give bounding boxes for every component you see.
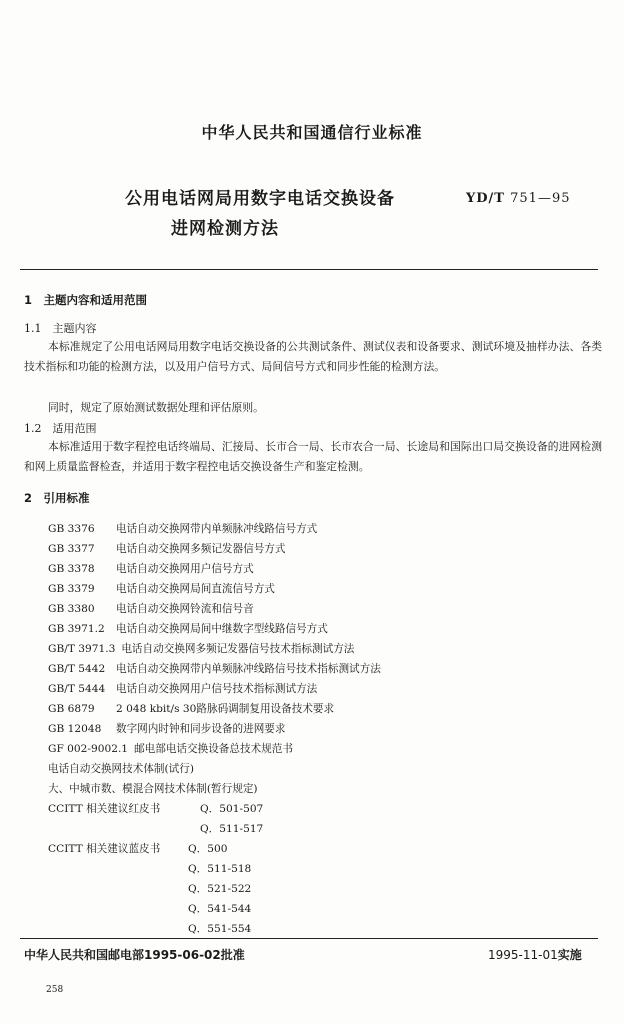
reference-title: 电话自动交换网局间中继数字型线路信号方式: [116, 623, 328, 635]
document-title-line1: 公用电话网局用数字电话交换设备: [125, 189, 395, 209]
standard-code-prefix: YD/T: [466, 191, 505, 206]
section-1-1-paragraph-1: 本标准规定了公用电话网局用数字电话交换设备的公共测试条件、测试仪表和设备要求、测试环境及抽样办法、各类技术指标和功能的检测方法，以及用户信号方式、局间信号方式和同步性能的检测方法。: [24, 340, 602, 373]
section-2-heading: 2 引用标准: [24, 491, 90, 505]
reference-title: 数字网内时钟和同步设备的进网要求: [116, 723, 286, 735]
reference-item: [48, 641, 354, 656]
reference-title: 邮电部电话交换设备总技术规范书: [134, 743, 293, 755]
reference-misc-1: 电话自动交换网技术体制(试行): [48, 763, 194, 775]
section-1-2-paragraph-1: 本标准适用于数字程控电话终端局、汇接局、长市合一局、长市农合一局、长途局和国际出口局交换设备的进网检测和网上质量监督检查，并适用于数字程控电话交换设备生产和鉴定检测。: [24, 440, 602, 473]
ccitt-blue-book-label: CCITT 相关建议蓝皮书: [48, 843, 161, 855]
standard-code-number: 751—95: [510, 191, 571, 206]
reference-title: 电话自动交换网用户信号方式: [116, 563, 254, 575]
reference-item: [48, 521, 317, 536]
reference-title: 电话自动交换网铃流和信号音: [116, 603, 254, 615]
reference-item: [48, 701, 334, 716]
document-title-line2: 进网检测方法: [171, 219, 279, 239]
reference-code: GB 3380: [48, 603, 95, 615]
implementation-statement: [488, 946, 582, 963]
reference-code: GB 3377: [48, 543, 95, 555]
reference-item: [48, 741, 293, 756]
implementation-label: 实施: [557, 948, 582, 962]
ccitt-blue-book-item: Q．521-522: [188, 883, 252, 895]
ccitt-blue-book-item: Q．541-544: [188, 903, 252, 915]
ccitt-blue-book-item: Q．500: [188, 843, 228, 855]
ccitt-red-book-label: CCITT 相关建议红皮书: [48, 803, 161, 815]
reference-misc-2: 大、中城市数、模混合网技术体制(暂行规定): [48, 783, 258, 795]
reference-code: GF 002-9002.1: [48, 743, 129, 755]
section-1-2-heading: 1.2 适用范围: [24, 422, 97, 435]
reference-item: [48, 541, 286, 556]
header-divider: [20, 269, 598, 270]
reference-title: 电话自动交换网局间直流信号方式: [116, 583, 275, 595]
reference-item: [48, 661, 381, 676]
page-number: 258: [46, 985, 64, 995]
reference-title: 电话自动交换网多频记发器信号技术指标测试方法: [121, 643, 355, 655]
reference-title: 2 048 kbit/s 30路脉码调制复用设备技术要求: [116, 703, 335, 715]
ccitt-blue-book-item: Q．511-518: [188, 863, 252, 875]
standard-category: 中华人民共和国通信行业标准: [201, 123, 423, 142]
reference-code: GB 3379: [48, 583, 95, 595]
reference-code: GB 3378: [48, 563, 95, 575]
section-1-heading: 1 主题内容和适用范围: [24, 293, 148, 307]
reference-item: [48, 581, 275, 596]
ccitt-red-book-item: Q．511-517: [200, 823, 264, 835]
reference-item: [48, 601, 254, 616]
footer-divider: [20, 938, 598, 939]
reference-code: GB 3971.2: [48, 623, 105, 635]
approval-statement: 中华人民共和国邮电部1995-06-02批准: [24, 948, 245, 962]
reference-title: 电话自动交换网用户信号技术指标测试方法: [116, 683, 318, 695]
reference-code: GB/T 5444: [48, 683, 106, 695]
reference-code: GB 12048: [48, 723, 102, 735]
reference-code: GB/T 5442: [48, 663, 106, 675]
reference-code: GB 6879: [48, 703, 95, 715]
reference-code: GB/T 3971.3: [48, 643, 116, 655]
reference-title: 电话自动交换网带内单频脉冲线路信号技术指标测试方法: [116, 663, 381, 675]
reference-item: [48, 621, 328, 636]
section-1-1-paragraph-2: 同时，规定了原始测试数据处理和评估原则。: [48, 401, 264, 414]
reference-item: [48, 681, 317, 696]
reference-item: [48, 561, 254, 576]
reference-item: [48, 721, 286, 736]
ccitt-blue-book-item: Q．551-554: [188, 923, 252, 935]
reference-title: 电话自动交换网带内单频脉冲线路信号方式: [116, 523, 318, 535]
implementation-date: 1995-11-01: [488, 948, 558, 962]
standard-code: [466, 191, 570, 206]
reference-code: GB 3376: [48, 523, 95, 535]
reference-title: 电话自动交换网多频记发器信号方式: [116, 543, 286, 555]
section-1-1-heading: 1.1 主题内容: [24, 322, 97, 335]
ccitt-red-book-item: Q．501-507: [200, 803, 264, 815]
